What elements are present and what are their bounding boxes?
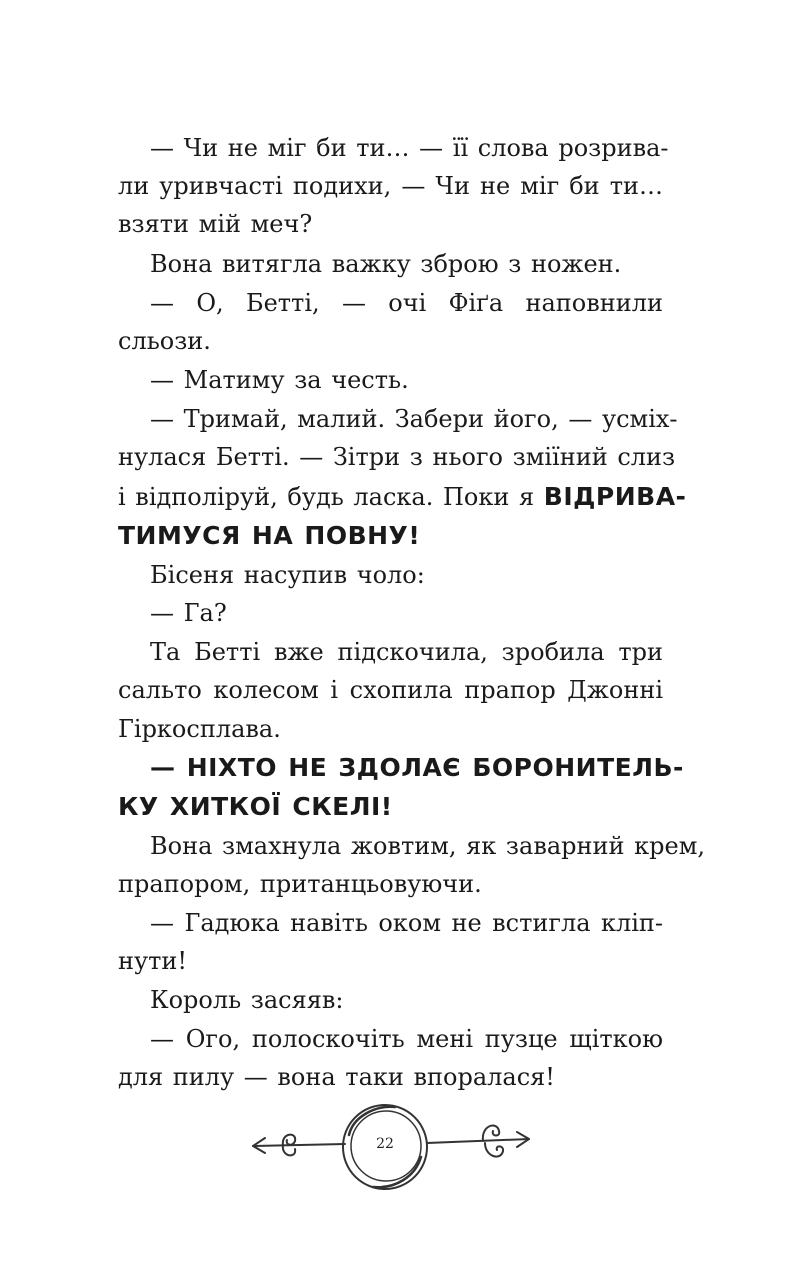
shout-text: ВІДРИВА- bbox=[543, 482, 687, 511]
shout-line: КУ ХИТКОЇ СКЕЛІ! bbox=[118, 792, 393, 821]
text-line: Бісеня насупив чоло: bbox=[150, 561, 425, 589]
text-segment: і відполіруй, будь ласка. Поки я bbox=[118, 483, 544, 511]
text-line: Король засяяв: bbox=[150, 986, 344, 1014]
text-line: ли уривчасті подихи, — Чи не міг би ти… bbox=[118, 172, 663, 200]
text-line: сльози. bbox=[118, 327, 211, 355]
text-line: — Ого, полоскочіть мені пузце щіткою bbox=[150, 1025, 663, 1053]
shout-line: — НІХТО НЕ ЗДОЛАЄ БОРОНИТЕЛЬ- bbox=[150, 753, 684, 782]
text-line: Вона змахнула жовтим, як заварний крем, bbox=[150, 832, 705, 860]
text-line: взяти мій меч? bbox=[118, 210, 313, 238]
text-line: — Чи не міг би ти… — її слова розрива- bbox=[150, 134, 669, 162]
text-line: нулася Бетті. — Зітри з нього зміїний слиз bbox=[118, 443, 676, 471]
text-line: — Тримай, малий. Забери його, — усміх- bbox=[150, 405, 678, 433]
text-line bbox=[118, 478, 687, 516]
text-line: для пилу — вона таки впоралася! bbox=[118, 1063, 555, 1091]
text-line: — Матиму за честь. bbox=[150, 366, 409, 394]
text-line: нути! bbox=[118, 947, 188, 975]
text-line: Та Бетті вже підскочила, зробила три bbox=[150, 638, 663, 666]
text-line: Вона витягла важку зброю з ножен. bbox=[150, 250, 622, 278]
text-line: прапором, пританцьовуючи. bbox=[118, 870, 482, 898]
text-line: — Га? bbox=[150, 599, 227, 627]
text-line: — Гадюка навіть оком не встигла кліп- bbox=[150, 909, 663, 937]
text-line: — О, Бетті, — очі Фіґа наповнили bbox=[150, 289, 663, 317]
text-line: Гіркосплава. bbox=[118, 715, 281, 743]
text-line: сальто колесом і схопила прапор Джонні bbox=[118, 676, 663, 704]
page-number: 22 bbox=[376, 1136, 394, 1152]
shout-line: ТИМУСЯ НА ПОВНУ! bbox=[118, 521, 421, 550]
